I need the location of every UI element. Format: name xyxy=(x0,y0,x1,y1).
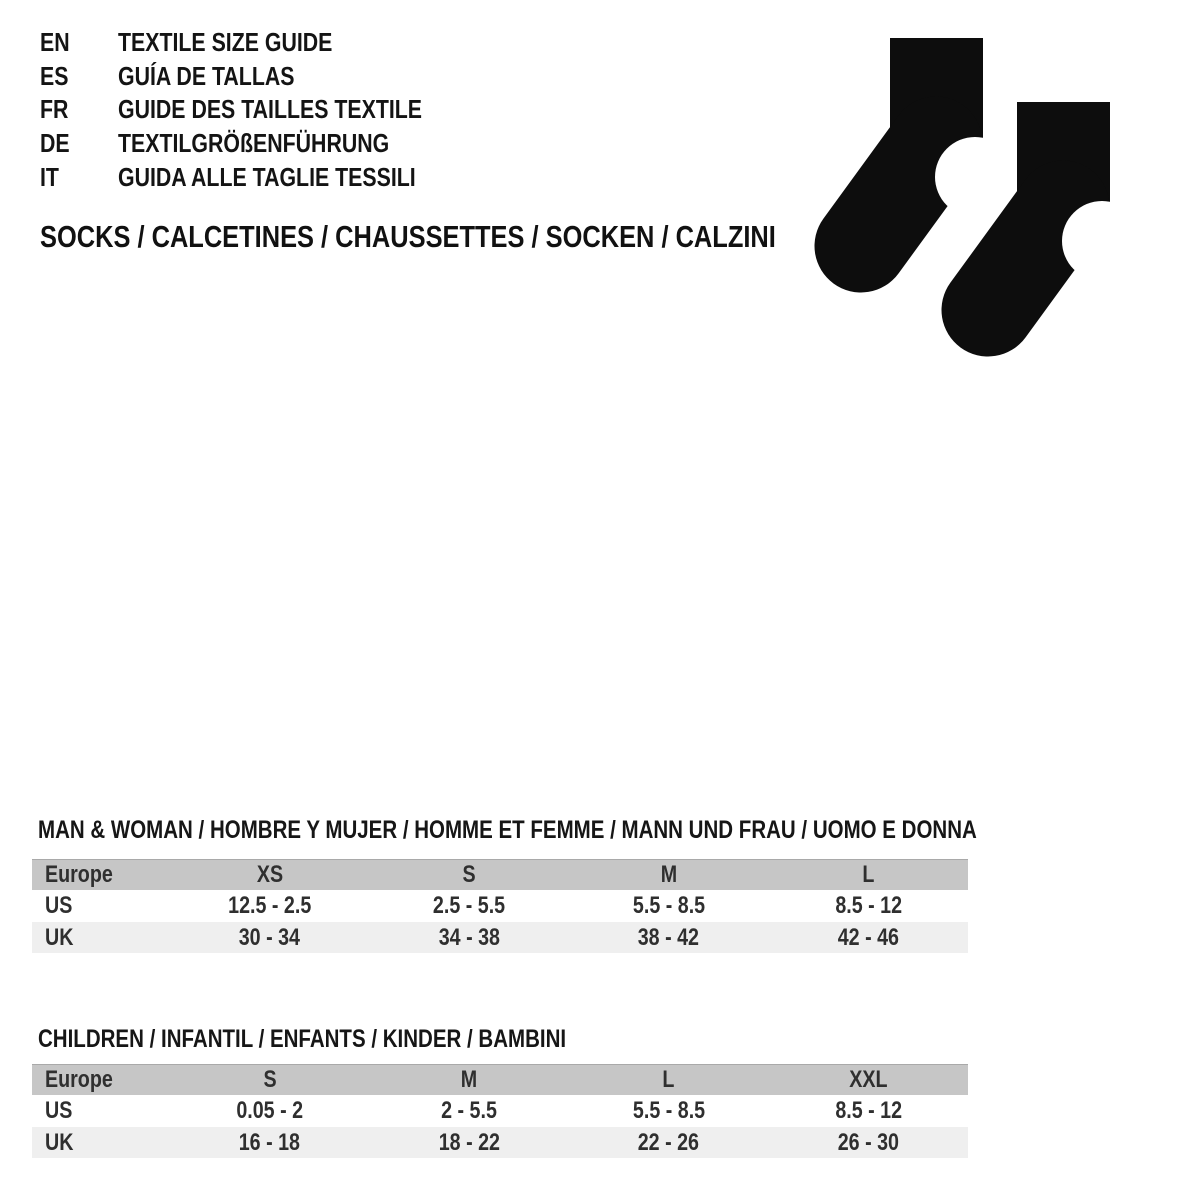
column-header-s: S xyxy=(462,861,476,888)
column-header-m: M xyxy=(660,861,677,888)
size-value: 12.5 - 2.5 xyxy=(228,892,312,919)
language-title: GUIDE DES TAILLES TEXTILE xyxy=(118,94,423,125)
product-category-title: SOCKS / CALCETINES / CHAUSSETTES / SOCKEN / CALZINI xyxy=(40,219,776,254)
column-header-l: L xyxy=(662,1066,675,1093)
column-header-m: M xyxy=(461,1066,478,1093)
row-label: US xyxy=(45,892,73,919)
column-header-l: L xyxy=(862,861,875,888)
language-code: IT xyxy=(40,161,59,192)
language-title: TEXTILE SIZE GUIDE xyxy=(118,27,333,58)
column-header-europe: Europe xyxy=(45,1066,113,1093)
table-title-man-woman: MAN & WOMAN / HOMBRE Y MUJER / HOMME ET FEMME / MANN UND FRAU / UOMO E DONNA xyxy=(38,816,977,844)
size-value: 5.5 - 8.5 xyxy=(632,1097,705,1124)
row-label: US xyxy=(45,1097,73,1124)
language-code: DE xyxy=(40,128,70,159)
size-value: 34 - 38 xyxy=(438,923,500,951)
language-code: FR xyxy=(40,94,69,125)
table-row-us xyxy=(32,1095,968,1127)
table-row-uk xyxy=(32,1127,968,1158)
size-value: 5.5 - 8.5 xyxy=(632,892,705,919)
language-title: GUIDA ALLE TAGLIE TESSILI xyxy=(118,161,416,192)
size-value: 2 - 5.5 xyxy=(441,1097,498,1124)
size-value: 8.5 - 12 xyxy=(834,892,902,919)
size-table-man-woman xyxy=(32,859,968,953)
language-row-es xyxy=(40,60,489,94)
size-value: 38 - 42 xyxy=(638,923,700,951)
table-header-row xyxy=(32,1064,968,1095)
row-label: UK xyxy=(45,1128,74,1156)
size-value: 22 - 26 xyxy=(638,1128,700,1156)
size-value: 30 - 34 xyxy=(239,923,301,951)
column-header-xxl: XXL xyxy=(849,1066,888,1093)
socks-icon xyxy=(822,38,1122,358)
size-value: 2.5 - 5.5 xyxy=(433,892,506,919)
language-title: TEXTILGRÖßENFÜHRUNG xyxy=(118,128,390,159)
column-header-s: S xyxy=(263,1066,277,1093)
language-row-de xyxy=(40,127,489,161)
row-label: UK xyxy=(45,923,74,951)
size-value: 8.5 - 12 xyxy=(834,1097,902,1124)
language-title: GUÍA DE TALLAS xyxy=(118,60,295,91)
size-value: 0.05 - 2 xyxy=(236,1097,304,1124)
language-row-it xyxy=(40,160,489,194)
size-value: 26 - 30 xyxy=(837,1128,899,1156)
size-value: 42 - 46 xyxy=(837,923,899,951)
language-code: EN xyxy=(40,27,70,58)
column-header-europe: Europe xyxy=(45,861,113,888)
language-list xyxy=(40,26,489,194)
size-value: 18 - 22 xyxy=(438,1128,500,1156)
table-row-us xyxy=(32,890,968,922)
size-table-children xyxy=(32,1064,968,1158)
column-header-xs: XS xyxy=(256,861,283,888)
language-row-en xyxy=(40,26,489,60)
table-row-uk xyxy=(32,922,968,953)
table-header-row xyxy=(32,859,968,890)
language-code: ES xyxy=(40,60,69,91)
size-value: 16 - 18 xyxy=(239,1128,301,1156)
language-row-fr xyxy=(40,93,489,127)
table-title-children: CHILDREN / INFANTIL / ENFANTS / KINDER / BAMBINI xyxy=(38,1025,567,1053)
